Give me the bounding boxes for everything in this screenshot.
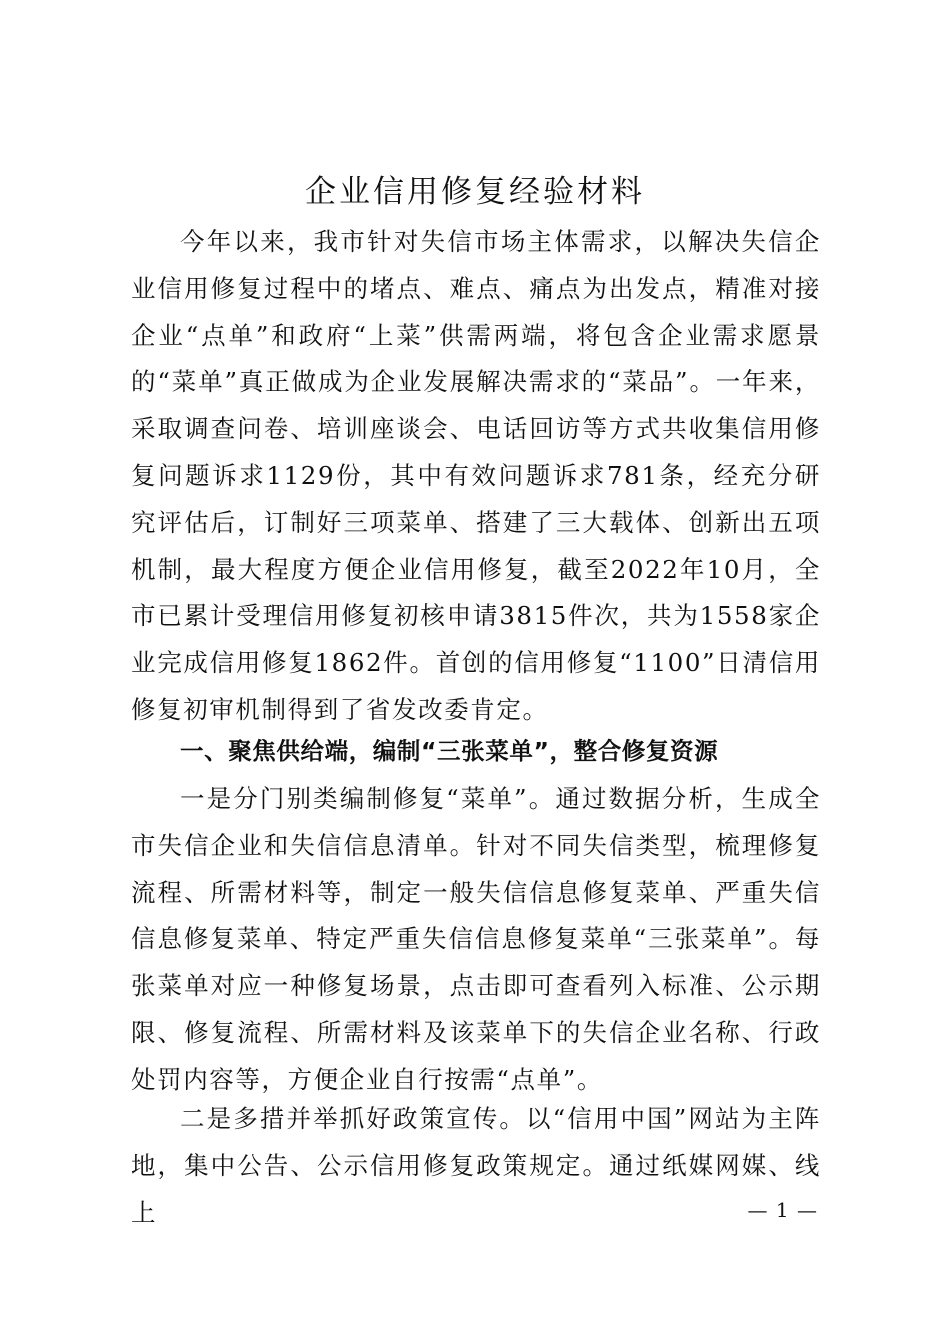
page-number: — 1 — (747, 1198, 818, 1222)
document-title: 企业信用修复经验材料 (305, 174, 645, 210)
section-1-heading: 一、聚焦供给端，编制“三张菜单”，整合修复资源 (180, 737, 719, 765)
section-1-paragraph-1: 一是分门别类编制修复“菜单”。通过数据分析，生成全市失信企业和失信信息清单。针对不同失信类型，梳理修复流程、所需材料等，制定一般失信信息修复菜单、严重失信信息修复菜单、特定严重失信信息修复菜单“三张菜单”。每张菜单对应一种修复场景，点击即可查看列入标准、公示期限、修复流程、所需材料及该菜单下的失信企业名称、行政处罚内容等，方便企业自行按需“点单”。 (131, 784, 821, 1094)
intro-paragraph: 今年以来，我市针对失信市场主体需求，以解决失信企业信用修复过程中的堵点、难点、痛点为出发点，精准对接企业“点单”和政府“上菜”供需两端，将包含企业需求愿景的“菜单”真正做成为企业发展解决需求的“菜品”。一年来，采取调查问卷、培训座谈会、电话回访等方式共收集信用修复问题诉求1129份，其中有效问题诉求781条，经充分研究评估后，订制好三项菜单、搭建了三大载体、创新出五项机制，最大程度方便企业信用修复，截至2022年10月，全市已累计受理信用修复初核申请3815件次，共为1558家企业完成信用修复1862件。首创的信用修复“1100”日清信用修复初审机制得到了省发改委肯定。 (131, 227, 821, 724)
section-1-paragraph-2: 二是多措并举抓好政策宣传。以“信用中国”网站为主阵地，集中公告、公示信用修复政策规定。通过纸媒网媒、线上 (131, 1104, 821, 1227)
